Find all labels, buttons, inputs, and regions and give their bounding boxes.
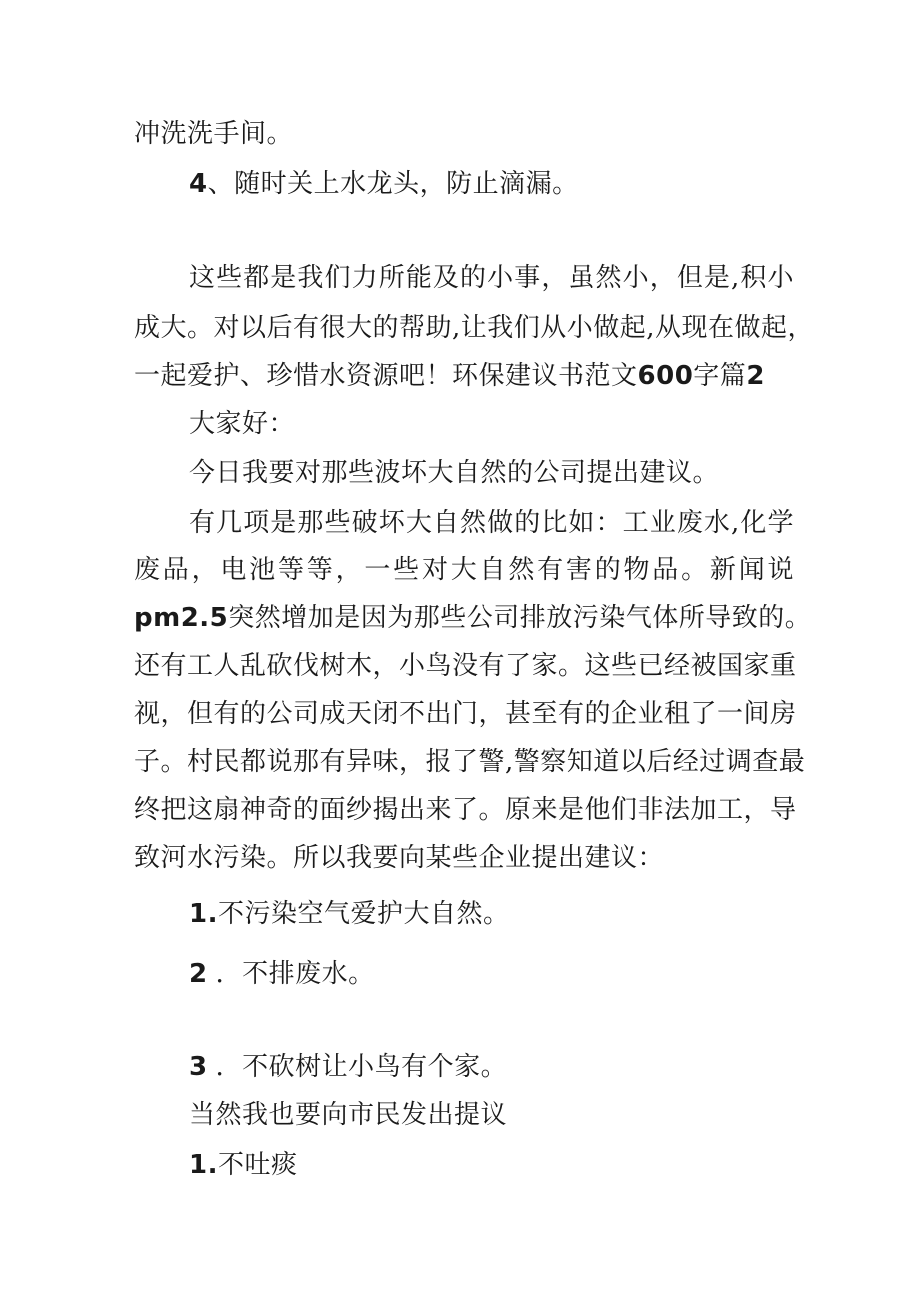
list-number: 1. [189,1150,218,1180]
text: 、随时关上水龙头，防止滴漏。 [207,169,579,199]
greeting [189,407,794,441]
text: 不吐痰 [217,1150,298,1180]
paragraph-line [134,649,797,683]
text: 废品，电池等等，一些对大自然有害的物品。新闻说 [134,555,794,585]
list-number: 1. [189,899,218,929]
list-number: 4 [189,169,208,199]
number: 2 [746,361,765,391]
text: 大家好： [189,409,296,439]
paragraph-line [134,697,797,731]
text: 子。村民都说那有异味，报了警,警察知道以后经过调查最 [134,747,806,777]
paragraph-line [189,506,794,540]
text: 不污染空气爱护大自然。 [217,899,510,929]
text: 一起爱护、珍惜水资源吧！环保建议书范文 [134,361,638,391]
text: 字篇 [693,361,747,391]
list-number: 3 [189,1052,208,1082]
paragraph-line [134,745,806,779]
paragraph-line [134,117,794,151]
text: 这些都是我们力所能及的小事，虽然小，但是,积小 [189,263,794,293]
text: 视，但有的公司成天闭不出门，甚至有的企业租了一间房 [134,699,797,729]
list-item [189,1148,794,1182]
paragraph-line [134,601,812,635]
text: 终把这扇神奇的面纱揭出来了。原来是他们非法加工，导 [134,795,797,825]
text: 致河水污染。所以我要向某些企业提出建议： [134,843,665,873]
paragraph-line [189,1098,794,1132]
text: ．不砍树让小鸟有个家。 [215,1052,508,1082]
list-item [189,1050,794,1084]
paragraph-line [134,841,794,875]
text: 当然我也要向市民发出提议 [189,1100,508,1130]
list-item [189,167,794,201]
text: 有几项是那些破坏大自然做的比如：工业废水,化学 [189,508,794,538]
list-item [189,897,794,931]
text: 还有工人乱砍伐树木，小鸟没有了家。这些已经被国家重 [134,651,797,681]
text: ．不排废水。 [215,959,375,989]
list-number: 2 [189,959,208,989]
paragraph-line [134,793,797,827]
list-item [189,957,794,991]
text: 突然增加是因为那些公司排放污染气体所导致的。 [228,603,812,633]
paragraph-line [134,553,794,587]
text: 冲洗洗手间。 [134,119,294,149]
paragraph-line [134,311,815,345]
text: 今日我要对那些波坏大自然的公司提出建议。 [189,458,720,488]
number: 600 [637,361,694,391]
paragraph-line [189,456,794,490]
text: 成大。对以后有很大的帮助,让我们从小做起,从现在做起， [134,313,815,343]
paragraph-line [189,261,794,295]
paragraph-line [134,359,794,393]
number: pm2.5 [134,603,229,633]
